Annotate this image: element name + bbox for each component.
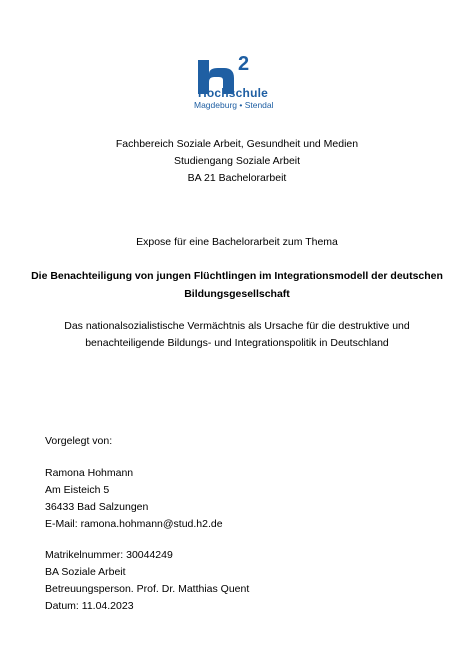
faculty-line: Fachbereich Soziale Arbeit, Gesundheit und Medien xyxy=(115,138,359,150)
author-street: Am Eisteich 5 xyxy=(45,484,110,496)
author-city: 36433 Bad Salzungen xyxy=(45,501,149,513)
submitted-by-label: Vorgelegt von: xyxy=(45,435,113,447)
thesis-subtitle-line2: benachteiligende Bildungs- und Integrationspolitik in Deutschland xyxy=(85,337,389,349)
degree-program: BA Soziale Arbeit xyxy=(45,566,126,578)
matrikel-number: Matrikelnummer: 30044249 xyxy=(45,549,173,561)
submission-date: Datum: 11.04.2023 xyxy=(45,600,134,612)
thesis-title-line1: Die Benachteiligung von jungen Flüchtlingen im Integrationsmodell der deutschen xyxy=(31,270,443,282)
expose-intro: Expose für eine Bachelorarbeit zum Thema xyxy=(136,236,338,248)
logo-locations: Magdeburg • Stendal xyxy=(194,100,274,110)
logo-name: Hochschule xyxy=(198,86,269,100)
supervisor: Betreuungsperson. Prof. Dr. Matthias Quent xyxy=(45,583,250,595)
course-line: BA 21 Bachelorarbeit xyxy=(187,172,287,184)
logo-superscript: 2 xyxy=(238,53,250,75)
author-name: Ramona Hohmann xyxy=(45,467,134,479)
thesis-subtitle-line1: Das nationalsozialistische Vermächtnis als Ursache für die destruktive und xyxy=(64,320,410,332)
program-line: Studiengang Soziale Arbeit xyxy=(173,155,301,167)
author-email: E-Mail: ramona.hohmann@stud.h2.de xyxy=(45,518,223,530)
thesis-title-line2: Bildungsgesellschaft xyxy=(184,288,290,300)
